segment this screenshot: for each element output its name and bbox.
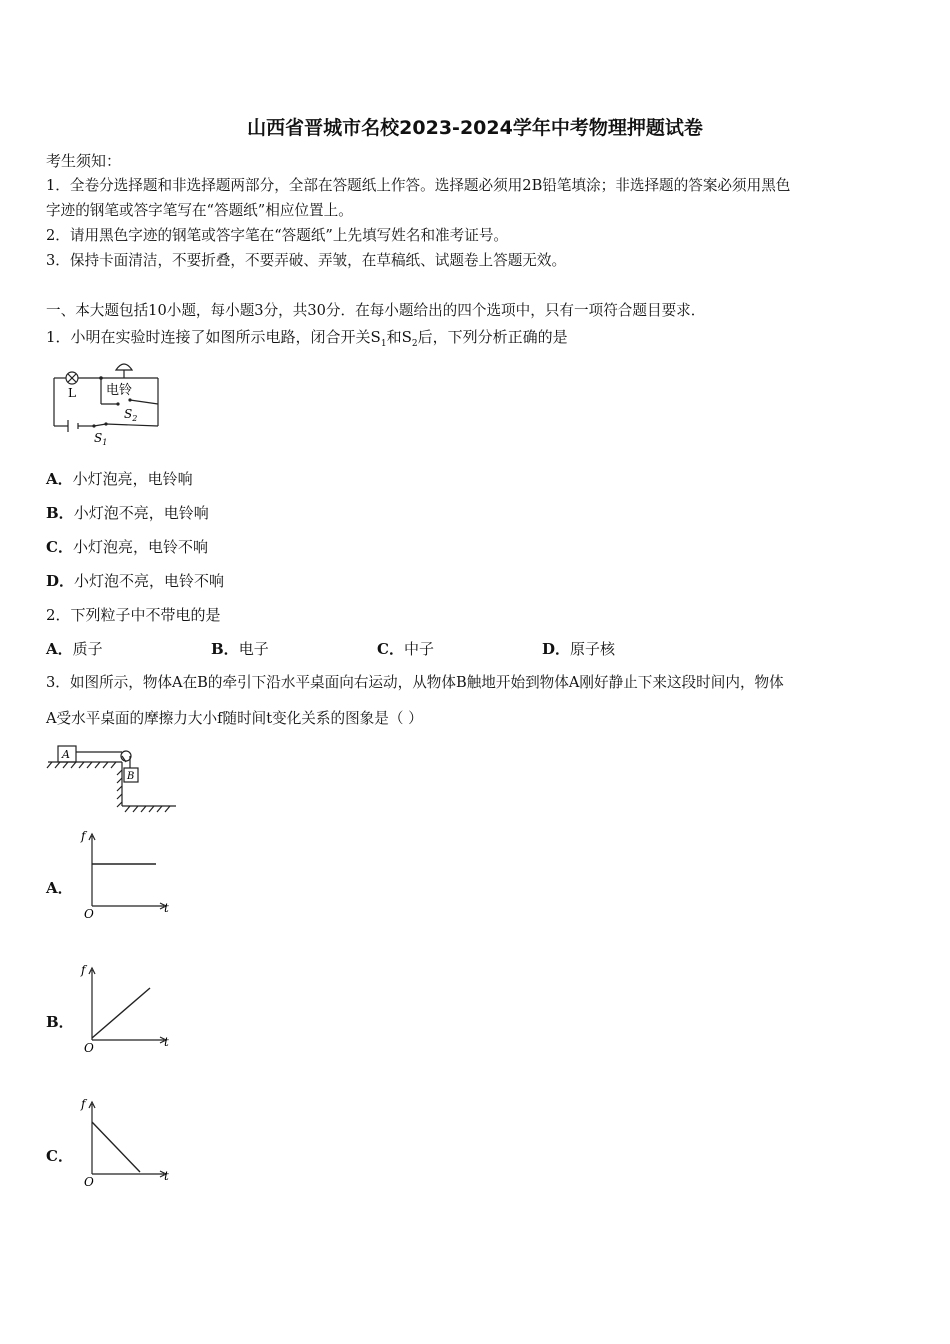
q3-pulley-diagram <box>46 742 180 814</box>
q3-option-c-graph <box>78 1094 174 1190</box>
notice-line-2: 字迹的钢笔或答字笔写在“答题纸”相应位置上。 <box>46 202 353 219</box>
t-axis-label: t <box>164 1035 169 1049</box>
q2-option-d: D．原子核 <box>542 640 616 658</box>
q1-option-a: A．小灯泡亮，电铃响 <box>46 470 193 488</box>
q1-option-d: D．小灯泡不亮，电铃不响 <box>46 572 225 590</box>
q1-stem-sub: 2 <box>411 339 418 349</box>
q3-option-a-label: A． <box>46 879 73 897</box>
q1-stem-part: 和S <box>386 328 412 346</box>
page-title: 山西省晋城市名校2023-2024学年中考物理押题试卷 <box>247 117 703 139</box>
q1-stem-part: 后，下列分析正确的是 <box>417 328 568 346</box>
q1-circuit-diagram <box>46 358 166 450</box>
q3-option-b-graph <box>78 960 174 1056</box>
f-axis-label: f <box>81 963 86 977</box>
t-axis-label: t <box>164 1169 169 1183</box>
junction-dot-icon <box>99 376 103 380</box>
q2-option-a: A．质子 <box>46 640 103 658</box>
q3-option-c-label: C． <box>46 1147 73 1165</box>
q1-stem-part: 1．小明在实验时连接了如图所示电路，闭合开关S <box>46 328 381 346</box>
q3-option-a-graph <box>78 826 174 922</box>
q1-stem <box>46 326 568 355</box>
switch-contact-icon <box>92 424 95 427</box>
origin-label: O <box>84 1175 94 1189</box>
q1-option-b: B．小灯泡不亮，电铃响 <box>46 504 209 522</box>
graph-line <box>92 988 150 1038</box>
notice-line-4: 3．保持卡面清洁，不要折叠，不要弄破、弄皱，在草稿纸、试题卷上答题无效。 <box>46 252 567 269</box>
s1-label: $S_1$ <box>94 431 108 447</box>
q1-option-c: C．小灯泡亮，电铃不响 <box>46 538 208 556</box>
bell-label: 电铃 <box>106 383 133 398</box>
notice-line-1: 1．全卷分选择题和非选择题两部分，全部在答题纸上作答。选择题必须用2B铅笔填涂；非选择题的答案必须用黑色 <box>46 177 791 194</box>
block-b-label: B <box>127 771 135 782</box>
q3-option-b-label: B． <box>46 1013 74 1031</box>
notice-heading: 考生须知： <box>46 152 122 170</box>
switch-contact-icon <box>116 402 119 405</box>
s2-label: $S_2$ <box>124 407 138 423</box>
section-instruction: 一、本大题包括10小题，每小题3分，共30分．在每小题给出的四个选项中，只有一项符合题目要求． <box>46 302 706 319</box>
notice-line-3: 2．请用黑色字迹的钢笔或答字笔在“答题纸”上先填写姓名和准考证号。 <box>46 227 509 244</box>
graph-line <box>92 1122 140 1172</box>
q1-stem-sub: 1 <box>380 339 387 349</box>
q2-option-b: B．电子 <box>211 640 269 658</box>
q3-stem-line-1: 3．如图所示，物体A在B的牵引下沿水平桌面向右运动，从物体B触地开始到物体A刚好静止下来这段时间内，物体 <box>46 674 784 691</box>
q2-stem: 2．下列粒子中不带电的是 <box>46 606 221 624</box>
q3-stem-line-2: A受水平桌面的摩擦力大小f随时间t变化关系的图象是（ ） <box>46 710 423 727</box>
f-axis-label: f <box>81 829 86 843</box>
lamp-label: L <box>68 386 76 400</box>
switch-contact-icon <box>128 398 131 401</box>
block-a-label: A <box>62 748 70 761</box>
origin-label: O <box>84 907 94 921</box>
switch-contact-icon <box>104 422 107 425</box>
f-axis-label: f <box>81 1097 86 1111</box>
t-axis-label: t <box>164 901 169 915</box>
origin-label: O <box>84 1041 94 1055</box>
q2-option-c: C．中子 <box>377 640 434 658</box>
